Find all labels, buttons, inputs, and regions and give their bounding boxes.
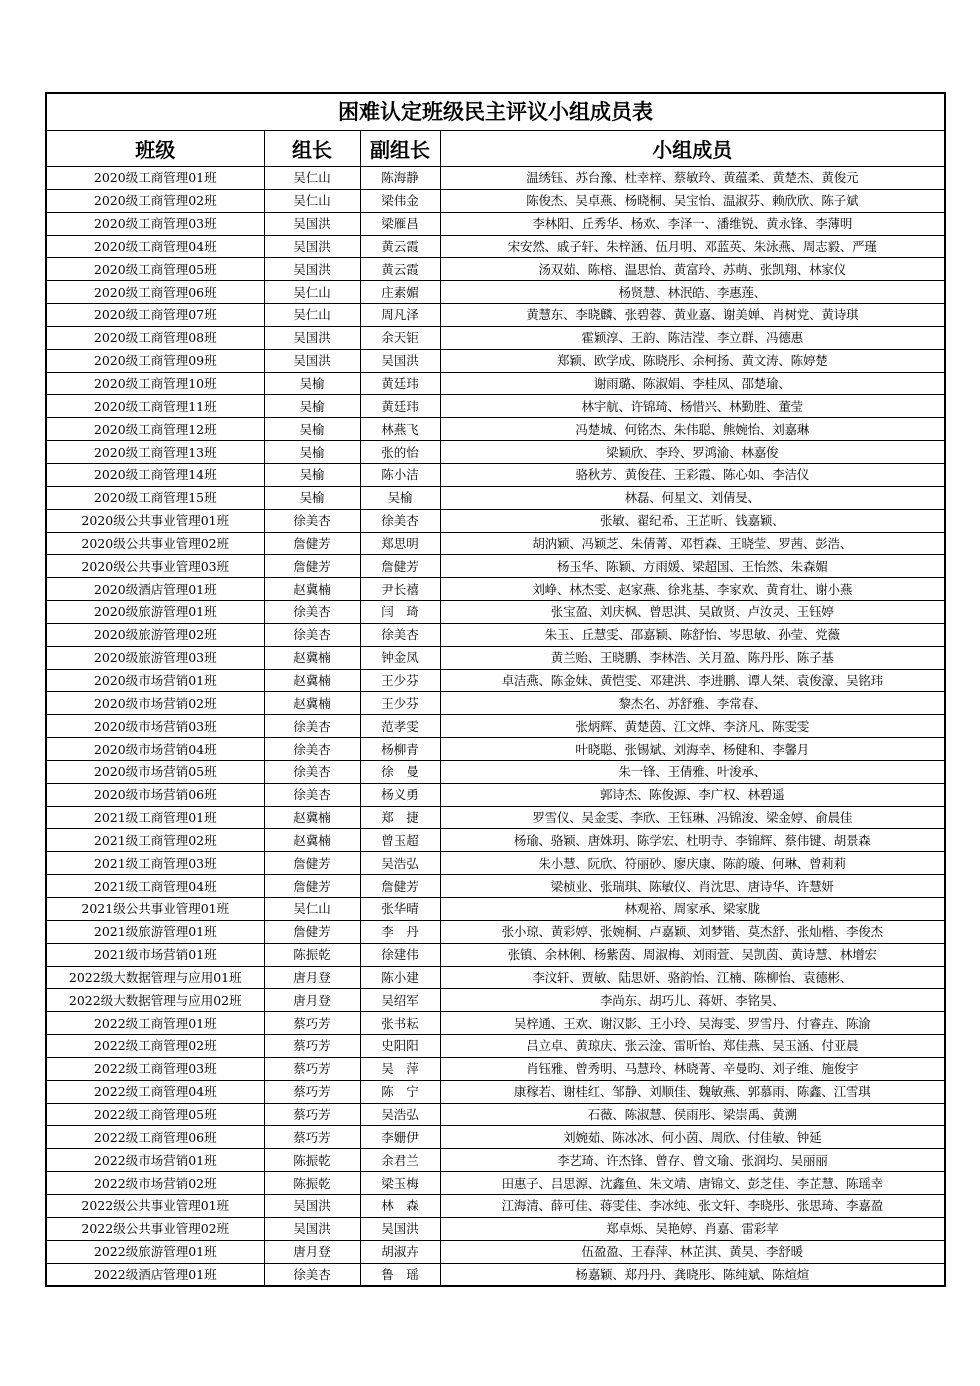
members-cell: 刘峥、林杰雯、赵家燕、徐兆基、李家欢、黄育壮、谢小燕 bbox=[440, 578, 945, 601]
deputy-leader-cell: 吴国洪 bbox=[360, 349, 440, 372]
members-cell: 伍盈盈、王春萍、林芷淇、黄昊、李舒暖 bbox=[440, 1240, 945, 1263]
table-row bbox=[46, 304, 945, 327]
class-cell: 2020级酒店管理01班 bbox=[46, 578, 264, 601]
table-row bbox=[46, 1172, 945, 1195]
class-cell: 2020级市场营销05班 bbox=[46, 760, 264, 783]
members-cell: 温绣钰、苏台豫、杜幸梓、蔡敏玲、黄蕴柔、黄楚杰、黄俊元 bbox=[440, 167, 945, 190]
members-cell: 陈俊杰、吴卓燕、杨晓桐、吴宝怡、温淑芬、赖欣欣、陈子斌 bbox=[440, 189, 945, 212]
leader-cell: 赵冀楠 bbox=[264, 669, 360, 692]
members-cell: 宋安然、戚子轩、朱梓涵、伍月明、邓蓝英、朱泳燕、周志毅、严瑾 bbox=[440, 235, 945, 258]
class-cell: 2022级公共事业管理01班 bbox=[46, 1194, 264, 1217]
table-row bbox=[46, 601, 945, 624]
leader-cell: 赵冀楠 bbox=[264, 829, 360, 852]
leader-cell: 陈振乾 bbox=[264, 943, 360, 966]
table-row bbox=[46, 715, 945, 738]
table-row bbox=[46, 1149, 945, 1172]
leader-cell: 詹健芳 bbox=[264, 920, 360, 943]
class-cell: 2022级大数据管理与应用02班 bbox=[46, 989, 264, 1012]
deputy-leader-cell: 陈小建 bbox=[360, 966, 440, 989]
class-cell: 2020级公共事业管理01班 bbox=[46, 509, 264, 532]
members-cell: 江海清、薛可佳、蒋雯佳、李冰纯、张文轩、李晓彤、张思琦、李嘉盈 bbox=[440, 1194, 945, 1217]
members-cell: 杨玉华、陈颖、方雨媛、梁超国、王怡然、朱森媚 bbox=[440, 555, 945, 578]
leader-cell: 蔡巧芳 bbox=[264, 1080, 360, 1103]
deputy-leader-cell: 张华晴 bbox=[360, 898, 440, 921]
class-cell: 2020级工商管理09班 bbox=[46, 349, 264, 372]
deputy-leader-cell: 黄云霞 bbox=[360, 235, 440, 258]
table-row bbox=[46, 1057, 945, 1080]
header-row bbox=[46, 131, 945, 167]
table-row bbox=[46, 532, 945, 555]
class-cell: 2020级工商管理01班 bbox=[46, 167, 264, 190]
leader-cell: 唐月登 bbox=[264, 1240, 360, 1263]
table-row bbox=[46, 555, 945, 578]
members-cell: 张敏、翟纪希、王芷昕、钱嘉颖、 bbox=[440, 509, 945, 532]
deputy-leader-cell: 吴 萍 bbox=[360, 1057, 440, 1080]
members-cell: 朱玉、丘慧雯、邵嘉颖、陈舒怡、岑思敏、孙莹、党薇 bbox=[440, 623, 945, 646]
table-row bbox=[46, 1240, 945, 1263]
table-row bbox=[46, 943, 945, 966]
deputy-leader-cell: 吴榆 bbox=[360, 486, 440, 509]
deputy-leader-cell: 詹健芳 bbox=[360, 555, 440, 578]
class-cell: 2020级工商管理13班 bbox=[46, 441, 264, 464]
class-cell: 2020级旅游管理01班 bbox=[46, 601, 264, 624]
members-cell: 张镇、余林俐、杨紫茵、周淑梅、刘雨萱、吴凯茵、黄诗慧、林增宏 bbox=[440, 943, 945, 966]
deputy-leader-cell: 黄廷玮 bbox=[360, 372, 440, 395]
leader-cell: 蔡巧芳 bbox=[264, 1103, 360, 1126]
leader-cell: 蔡巧芳 bbox=[264, 1012, 360, 1035]
deputy-leader-cell: 杨义勇 bbox=[360, 783, 440, 806]
table-row bbox=[46, 852, 945, 875]
leader-cell: 詹健芳 bbox=[264, 555, 360, 578]
deputy-leader-cell: 范孝雯 bbox=[360, 715, 440, 738]
deputy-leader-cell: 王少芬 bbox=[360, 692, 440, 715]
members-cell: 林观裕、周家承、梁家胧 bbox=[440, 898, 945, 921]
members-cell: 骆秋芳、黄俊荏、王彩霞、陈心如、李洁仪 bbox=[440, 463, 945, 486]
leader-cell: 吴国洪 bbox=[264, 1194, 360, 1217]
deputy-leader-cell: 庄素媚 bbox=[360, 281, 440, 304]
members-cell: 林磊、何星文、刘倩旻、 bbox=[440, 486, 945, 509]
class-cell: 2020级工商管理03班 bbox=[46, 212, 264, 235]
deputy-leader-cell: 徐建伟 bbox=[360, 943, 440, 966]
class-cell: 2020级工商管理05班 bbox=[46, 258, 264, 281]
members-cell: 李林阳、丘秀华、杨欢、李泽一、潘维锐、黄永锋、李薄明 bbox=[440, 212, 945, 235]
members-cell: 谢雨璐、陈淑娟、李桂凤、邵楚瑜、 bbox=[440, 372, 945, 395]
class-cell: 2022级工商管理03班 bbox=[46, 1057, 264, 1080]
deputy-leader-cell: 梁伟金 bbox=[360, 189, 440, 212]
deputy-leader-cell: 黄廷玮 bbox=[360, 395, 440, 418]
members-cell: 田惠子、吕思源、沈鑫鱼、朱文靖、唐锦文、彭芝佳、李芷慧、陈瑶幸 bbox=[440, 1172, 945, 1195]
members-cell: 石薇、陈淑慧、侯雨彤、梁崇禹、黄溯 bbox=[440, 1103, 945, 1126]
table-row bbox=[46, 829, 945, 852]
deputy-leader-cell: 梁玉梅 bbox=[360, 1172, 440, 1195]
leader-cell: 吴榆 bbox=[264, 463, 360, 486]
table-row bbox=[46, 281, 945, 304]
leader-cell: 徐美杏 bbox=[264, 601, 360, 624]
class-cell: 2020级工商管理12班 bbox=[46, 418, 264, 441]
header-deputy-leader: 副组长 bbox=[360, 131, 440, 167]
class-cell: 2020级工商管理11班 bbox=[46, 395, 264, 418]
deputy-leader-cell: 林 森 bbox=[360, 1194, 440, 1217]
deputy-leader-cell: 胡淑卉 bbox=[360, 1240, 440, 1263]
class-cell: 2020级工商管理06班 bbox=[46, 281, 264, 304]
deputy-leader-cell: 闫 琦 bbox=[360, 601, 440, 624]
class-cell: 2020级公共事业管理03班 bbox=[46, 555, 264, 578]
table-row bbox=[46, 418, 945, 441]
leader-cell: 吴仁山 bbox=[264, 189, 360, 212]
class-cell: 2020级市场营销04班 bbox=[46, 738, 264, 761]
members-cell: 康稼若、谢桂红、邹静、刘顺佳、魏敏燕、郭慕雨、陈鑫、江雪琪 bbox=[440, 1080, 945, 1103]
class-cell: 2020级工商管理10班 bbox=[46, 372, 264, 395]
leader-cell: 吴仁山 bbox=[264, 898, 360, 921]
deputy-leader-cell: 林燕飞 bbox=[360, 418, 440, 441]
deputy-leader-cell: 史阳阳 bbox=[360, 1035, 440, 1058]
members-cell: 吕立卓、黄琼庆、张云淦、雷昕怡、郑佳燕、吴玉涵、付亚晨 bbox=[440, 1035, 945, 1058]
deputy-leader-cell: 吴绍军 bbox=[360, 989, 440, 1012]
members-cell: 李艺琦、许杰锋、曾存、曾文瑜、张润均、吴丽丽 bbox=[440, 1149, 945, 1172]
deputy-leader-cell: 余天钜 bbox=[360, 326, 440, 349]
class-cell: 2021级市场营销01班 bbox=[46, 943, 264, 966]
deputy-leader-cell: 李 丹 bbox=[360, 920, 440, 943]
members-cell: 冯楚城、何铭杰、朱伟聪、熊婉怡、刘嘉琳 bbox=[440, 418, 945, 441]
header-members: 小组成员 bbox=[440, 131, 945, 167]
members-cell: 李汶轩、贾敏、陆思妍、骆韵怡、江楠、陈柳怡、袁德彬、 bbox=[440, 966, 945, 989]
class-cell: 2020级工商管理14班 bbox=[46, 463, 264, 486]
table-row bbox=[46, 1103, 945, 1126]
table-body bbox=[46, 167, 945, 1287]
leader-cell: 陈振乾 bbox=[264, 1172, 360, 1195]
members-cell: 张小琼、黄彩婷、张婉桐、卢嘉颖、刘梦锴、莫杰舒、张灿楷、李俊杰 bbox=[440, 920, 945, 943]
deputy-leader-cell: 鲁 瑶 bbox=[360, 1263, 440, 1286]
deputy-leader-cell: 吴浩弘 bbox=[360, 852, 440, 875]
leader-cell: 吴榆 bbox=[264, 372, 360, 395]
class-cell: 2021级工商管理04班 bbox=[46, 875, 264, 898]
table-row bbox=[46, 920, 945, 943]
table-row bbox=[46, 509, 945, 532]
class-cell: 2020级公共事业管理02班 bbox=[46, 532, 264, 555]
leader-cell: 詹健芳 bbox=[264, 532, 360, 555]
table-row bbox=[46, 1012, 945, 1035]
members-cell: 肖钰雅、曾秀明、马慧玲、林晓菁、辛曼昀、刘子维、施俊宇 bbox=[440, 1057, 945, 1080]
members-cell: 杨嘉颖、郑丹丹、龚晓彤、陈纯斌、陈煊煊 bbox=[440, 1263, 945, 1286]
leader-cell: 吴国洪 bbox=[264, 235, 360, 258]
leader-cell: 吴国洪 bbox=[264, 1217, 360, 1240]
class-cell: 2022级工商管理06班 bbox=[46, 1126, 264, 1149]
table-row bbox=[46, 738, 945, 761]
deputy-leader-cell: 陈小洁 bbox=[360, 463, 440, 486]
class-cell: 2022级旅游管理01班 bbox=[46, 1240, 264, 1263]
deputy-leader-cell: 徐美杏 bbox=[360, 509, 440, 532]
table-title: 困难认定班级民主评议小组成员表 bbox=[46, 93, 945, 131]
table-row bbox=[46, 258, 945, 281]
leader-cell: 吴国洪 bbox=[264, 326, 360, 349]
class-cell: 2021级公共事业管理01班 bbox=[46, 898, 264, 921]
class-cell: 2022级酒店管理01班 bbox=[46, 1263, 264, 1286]
table-row bbox=[46, 692, 945, 715]
leader-cell: 徐美杏 bbox=[264, 623, 360, 646]
leader-cell: 徐美杏 bbox=[264, 715, 360, 738]
table-row bbox=[46, 395, 945, 418]
leader-cell: 吴榆 bbox=[264, 441, 360, 464]
table-row bbox=[46, 486, 945, 509]
leader-cell: 吴仁山 bbox=[264, 281, 360, 304]
deputy-leader-cell: 余君兰 bbox=[360, 1149, 440, 1172]
table-row bbox=[46, 235, 945, 258]
members-cell: 胡汭颖、冯颖芝、朱倩菁、邓哲森、王晓莹、罗茜、彭浩、 bbox=[440, 532, 945, 555]
leader-cell: 吴仁山 bbox=[264, 167, 360, 190]
class-cell: 2022级工商管理04班 bbox=[46, 1080, 264, 1103]
table-row bbox=[46, 463, 945, 486]
deputy-leader-cell: 吴国洪 bbox=[360, 1217, 440, 1240]
members-cell: 朱小慧、阮欣、符丽砂、廖庆康、陈韵璇、何琳、曾莉莉 bbox=[440, 852, 945, 875]
members-cell: 杨贤慧、林泯皓、李惠莲、 bbox=[440, 281, 945, 304]
deputy-leader-cell: 曾玉超 bbox=[360, 829, 440, 852]
leader-cell: 蔡巧芳 bbox=[264, 1126, 360, 1149]
table-row bbox=[46, 441, 945, 464]
table-row bbox=[46, 167, 945, 190]
deputy-leader-cell: 郑 捷 bbox=[360, 806, 440, 829]
leader-cell: 赵冀楠 bbox=[264, 806, 360, 829]
deputy-leader-cell: 梁雁昌 bbox=[360, 212, 440, 235]
table-row bbox=[46, 1035, 945, 1058]
table-row bbox=[46, 623, 945, 646]
members-cell: 郭诗杰、陈俊源、李广权、林碧遥 bbox=[440, 783, 945, 806]
table-row bbox=[46, 1126, 945, 1149]
members-cell: 黄兰贻、王晓鹏、李林浩、关月盈、陈丹彤、陈子基 bbox=[440, 646, 945, 669]
deputy-leader-cell: 吴浩弘 bbox=[360, 1103, 440, 1126]
members-cell: 杨瑜、骆颖、唐姝玥、陈学宏、杜明寺、李锦辉、蔡伟键、胡景森 bbox=[440, 829, 945, 852]
class-cell: 2021级工商管理01班 bbox=[46, 806, 264, 829]
leader-cell: 陈振乾 bbox=[264, 1149, 360, 1172]
members-cell: 梁桢业、张瑞琪、陈敏仪、肖沈思、唐诗华、许慧妍 bbox=[440, 875, 945, 898]
class-cell: 2021级工商管理02班 bbox=[46, 829, 264, 852]
leader-cell: 蔡巧芳 bbox=[264, 1057, 360, 1080]
table-row bbox=[46, 349, 945, 372]
members-cell: 李尚东、胡巧儿、蒋妍、李铭昊、 bbox=[440, 989, 945, 1012]
table-row bbox=[46, 898, 945, 921]
deputy-leader-cell: 张的怡 bbox=[360, 441, 440, 464]
table-row bbox=[46, 189, 945, 212]
table-row bbox=[46, 1217, 945, 1240]
members-cell: 朱一锋、王倩雅、叶浚承、 bbox=[440, 760, 945, 783]
class-cell: 2020级工商管理07班 bbox=[46, 304, 264, 327]
leader-cell: 吴国洪 bbox=[264, 258, 360, 281]
deputy-leader-cell: 詹健芳 bbox=[360, 875, 440, 898]
table-row bbox=[46, 578, 945, 601]
leader-cell: 詹健芳 bbox=[264, 875, 360, 898]
leader-cell: 詹健芳 bbox=[264, 852, 360, 875]
leader-cell: 徐美杏 bbox=[264, 760, 360, 783]
leader-cell: 吴仁山 bbox=[264, 304, 360, 327]
table-row bbox=[46, 1080, 945, 1103]
deputy-leader-cell: 郑思明 bbox=[360, 532, 440, 555]
class-cell: 2022级市场营销01班 bbox=[46, 1149, 264, 1172]
member-table bbox=[45, 92, 946, 1287]
table-row bbox=[46, 806, 945, 829]
header-leader: 组长 bbox=[264, 131, 360, 167]
leader-cell: 唐月登 bbox=[264, 989, 360, 1012]
class-cell: 2022级工商管理05班 bbox=[46, 1103, 264, 1126]
members-cell: 张炳辉、黄楚茵、江文烨、李济凡、陈雯雯 bbox=[440, 715, 945, 738]
table-row bbox=[46, 760, 945, 783]
table-row bbox=[46, 1194, 945, 1217]
deputy-leader-cell: 陈海静 bbox=[360, 167, 440, 190]
class-cell: 2020级工商管理04班 bbox=[46, 235, 264, 258]
table-row bbox=[46, 875, 945, 898]
table-row bbox=[46, 966, 945, 989]
deputy-leader-cell: 黄云霞 bbox=[360, 258, 440, 281]
leader-cell: 徐美杏 bbox=[264, 509, 360, 532]
leader-cell: 徐美杏 bbox=[264, 783, 360, 806]
class-cell: 2022级大数据管理与应用01班 bbox=[46, 966, 264, 989]
leader-cell: 唐月登 bbox=[264, 966, 360, 989]
members-cell: 林宇航、许锦琦、杨惜兴、林勤胜、董莹 bbox=[440, 395, 945, 418]
leader-cell: 吴榆 bbox=[264, 395, 360, 418]
members-cell: 卓洁燕、陈金妹、黄恺雯、邓建洪、李进鹏、谭人桀、袁俊濠、吴铭玮 bbox=[440, 669, 945, 692]
members-cell: 张宝盈、刘庆枫、曾思淇、吴啟贤、卢汝灵、王钰婷 bbox=[440, 601, 945, 624]
members-cell: 郑颖、欧学成、陈晓彤、余柯扬、黄文涛、陈婷楚 bbox=[440, 349, 945, 372]
class-cell: 2020级工商管理02班 bbox=[46, 189, 264, 212]
class-cell: 2020级工商管理08班 bbox=[46, 326, 264, 349]
deputy-leader-cell: 徐 曼 bbox=[360, 760, 440, 783]
leader-cell: 徐美杏 bbox=[264, 738, 360, 761]
header-class: 班级 bbox=[46, 131, 264, 167]
table-row bbox=[46, 372, 945, 395]
table-row bbox=[46, 669, 945, 692]
leader-cell: 赵冀楠 bbox=[264, 578, 360, 601]
leader-cell: 吴榆 bbox=[264, 418, 360, 441]
members-cell: 郑卓烁、吴艳婷、肖嘉、雷彩苹 bbox=[440, 1217, 945, 1240]
members-cell: 叶晓聪、张锡斌、刘海幸、杨健和、李馨月 bbox=[440, 738, 945, 761]
deputy-leader-cell: 徐美杏 bbox=[360, 623, 440, 646]
leader-cell: 赵冀楠 bbox=[264, 692, 360, 715]
class-cell: 2020级旅游管理02班 bbox=[46, 623, 264, 646]
leader-cell: 蔡巧芳 bbox=[264, 1035, 360, 1058]
class-cell: 2020级市场营销06班 bbox=[46, 783, 264, 806]
deputy-leader-cell: 周凡泽 bbox=[360, 304, 440, 327]
members-cell: 梁颖欣、李玲、罗鸿渝、林嘉俊 bbox=[440, 441, 945, 464]
table-row bbox=[46, 212, 945, 235]
table-row bbox=[46, 326, 945, 349]
members-cell: 霍颖淳、王韵、陈洁滢、李立群、冯德惠 bbox=[440, 326, 945, 349]
table-row bbox=[46, 783, 945, 806]
deputy-leader-cell: 王少芬 bbox=[360, 669, 440, 692]
members-cell: 刘婉茹、陈冰冰、何小茵、周欣、付佳敏、钟延 bbox=[440, 1126, 945, 1149]
deputy-leader-cell: 尹长禧 bbox=[360, 578, 440, 601]
class-cell: 2021级工商管理03班 bbox=[46, 852, 264, 875]
deputy-leader-cell: 钟金凤 bbox=[360, 646, 440, 669]
table-row bbox=[46, 989, 945, 1012]
members-cell: 吴梓通、王欢、谢汉影、王小玲、吴海雯、罗雪丹、付睿垚、陈渝 bbox=[440, 1012, 945, 1035]
members-cell: 汤双茹、陈榕、温思怡、黄富玲、苏萌、张凯翔、林家仪 bbox=[440, 258, 945, 281]
members-cell: 罗雪仪、吴金雯、李欣、王钰琳、冯锦浚、梁金婷、俞晨佳 bbox=[440, 806, 945, 829]
leader-cell: 吴榆 bbox=[264, 486, 360, 509]
deputy-leader-cell: 杨柳青 bbox=[360, 738, 440, 761]
deputy-leader-cell: 陈 宁 bbox=[360, 1080, 440, 1103]
class-cell: 2022级市场营销02班 bbox=[46, 1172, 264, 1195]
leader-cell: 徐美杏 bbox=[264, 1263, 360, 1286]
class-cell: 2022级工商管理01班 bbox=[46, 1012, 264, 1035]
class-cell: 2022级公共事业管理02班 bbox=[46, 1217, 264, 1240]
class-cell: 2021级旅游管理01班 bbox=[46, 920, 264, 943]
class-cell: 2020级工商管理15班 bbox=[46, 486, 264, 509]
members-cell: 黄慧东、李晓麟、张碧蓉、黄业嘉、谢美婵、肖树党、黄诗琪 bbox=[440, 304, 945, 327]
class-cell: 2022级工商管理02班 bbox=[46, 1035, 264, 1058]
deputy-leader-cell: 张书耘 bbox=[360, 1012, 440, 1035]
class-cell: 2020级旅游管理03班 bbox=[46, 646, 264, 669]
leader-cell: 吴国洪 bbox=[264, 212, 360, 235]
leader-cell: 吴国洪 bbox=[264, 349, 360, 372]
table-row bbox=[46, 646, 945, 669]
leader-cell: 赵冀楠 bbox=[264, 646, 360, 669]
class-cell: 2020级市场营销03班 bbox=[46, 715, 264, 738]
deputy-leader-cell: 李姗伊 bbox=[360, 1126, 440, 1149]
table-row bbox=[46, 1263, 945, 1286]
members-cell: 黎杰名、苏舒雅、李常春、 bbox=[440, 692, 945, 715]
class-cell: 2020级市场营销01班 bbox=[46, 669, 264, 692]
class-cell: 2020级市场营销02班 bbox=[46, 692, 264, 715]
